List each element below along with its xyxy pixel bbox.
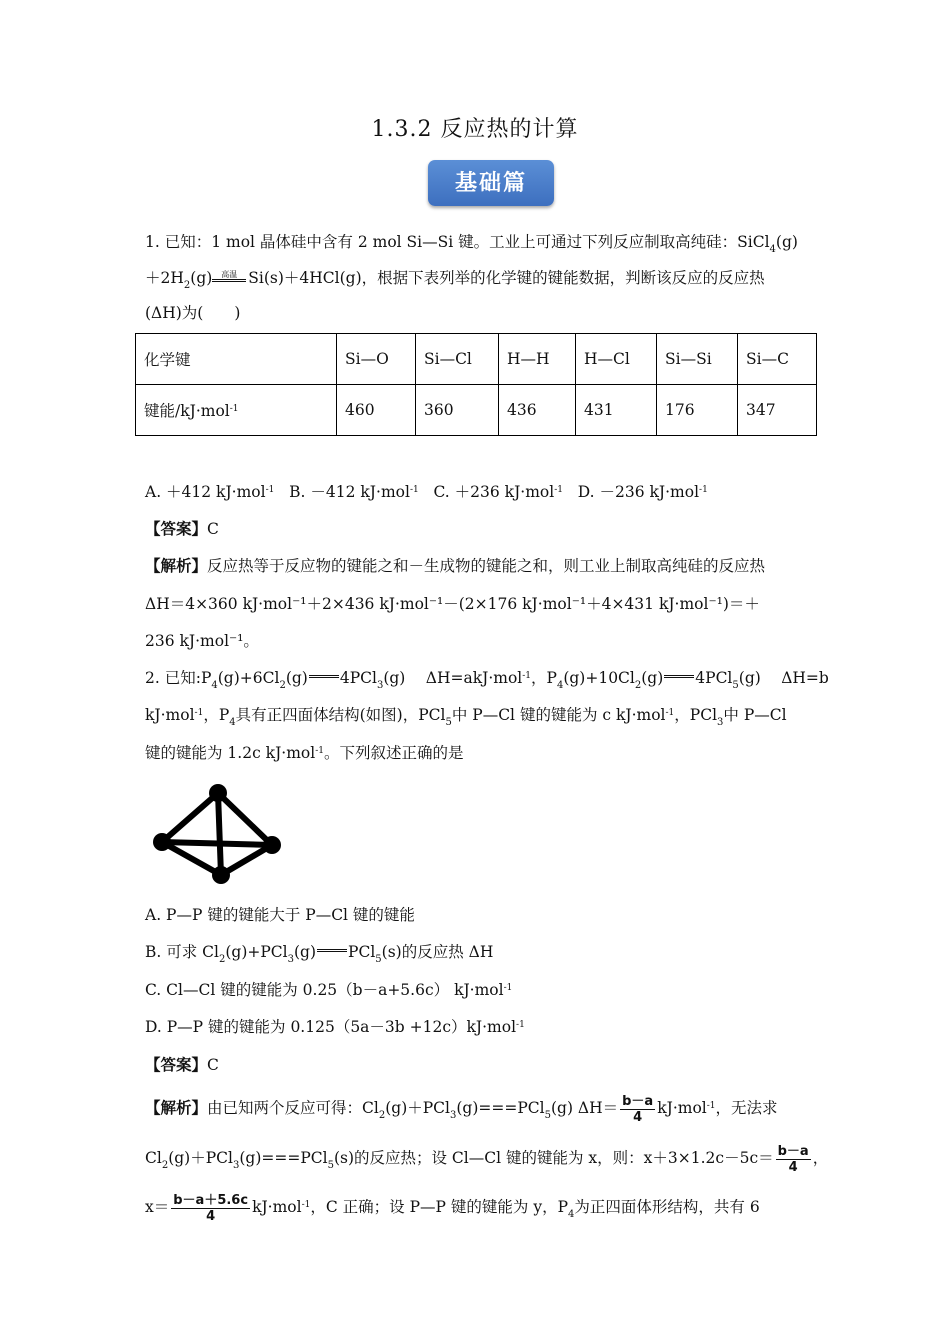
q2-analysis-2: $Cl_2(g)+PCl_3(g)===PCl_5(s)$的反应热；设 Cl—Cl 键的键能为 x，则：x＋3×1.2c－5c＝ $\frac{b-a}{4}$ ， bbox=[145, 1143, 829, 1175]
q1-line-1: 1. 已知：1 mol 晶体硅中含有 2 mol Si—Si 键。工业上可通过下列反应制取高纯硅：SiCl$_4$(g) bbox=[145, 233, 798, 255]
q1-analysis-1: 【解析】反应热等于反应物的键能之和－生成物的键能之和，则工业上制取高纯硅的反应热 bbox=[145, 556, 766, 575]
reaction-condition: 高温 bbox=[212, 271, 246, 282]
q2-option-b: B. 可求 $Cl_2(g)+PCl_3(g)$ PCl$_5$(s)的反应热 ΔH bbox=[145, 943, 494, 965]
q1-line-2: $+2H_2(g)$ 高温 Si(s)＋4HCl(g)，根据下表列举的化学键的键能数据，判断该反应的反应热 bbox=[145, 269, 765, 291]
q2-analysis-3: x＝ $\frac{b-a+5.6c}{4}$ kJ·mol$^{-1}$，C 正确；设 P—P 键的键能为 y，$P_4$为正四面体形结构，共有 6 bbox=[145, 1192, 760, 1224]
option-b: B. －412 kJ·mol$^{-1}$ bbox=[289, 483, 419, 501]
q2-option-d: D. P—P 键的键能为 0.125（5a－3b +12c）kJ·mol$^{-1}$ bbox=[145, 1018, 525, 1036]
table-header-cell: H—Cl bbox=[576, 334, 657, 385]
q2-analysis-1: 【解析】由已知两个反应可得：$Cl_2(g)+PCl_3(g)===PCl_5(g)$ ΔH＝ $\frac{b-a}{4}$ kJ·mol$^{-1}$，无法求 bbox=[145, 1093, 778, 1125]
q1-options bbox=[145, 482, 708, 505]
table-cell: 431 bbox=[576, 385, 657, 436]
q2-line-1: 2. 已知$:P_4(g)+6Cl_2(g)$ 4PCl$_3$(g) ΔH=akJ·mol$^{-1}$，$P_4(g)+10Cl_2(g)$ 4PCl$_5$(g) ΔH=b bbox=[145, 669, 829, 691]
table-header-cell: 化学键 bbox=[136, 334, 337, 385]
table-cell: 176 bbox=[657, 385, 738, 436]
equals-sign bbox=[317, 949, 347, 952]
atom-dot bbox=[263, 836, 281, 854]
table-cell: 460 bbox=[337, 385, 416, 436]
atom-dot bbox=[212, 866, 230, 884]
table-header-cell: H—H bbox=[499, 334, 576, 385]
q1-line-3: (ΔH)为( ) bbox=[145, 304, 241, 322]
q2-line-2: kJ·mol$^{-1}$，$P_4$具有正四面体结构(如图)，PCl$_5$中 P—Cl 键的键能为 c kJ·mol$^{-1}$，PCl$_3$中 P—Cl bbox=[145, 706, 787, 728]
q2-answer: 【答案】C bbox=[145, 1055, 219, 1074]
p4-tetrahedron-diagram bbox=[148, 775, 288, 890]
table-row-label: 键能/kJ·mol$^{-1}$ bbox=[136, 385, 337, 436]
table-header-cell: Si—O bbox=[337, 334, 416, 385]
option-a: A. ＋412 kJ·mol$^{-1}$ bbox=[145, 483, 275, 501]
q1-analysis-3: 236 kJ·mol⁻¹。 bbox=[145, 632, 259, 650]
fraction: $\frac{b-a}{4}$ bbox=[777, 1143, 809, 1175]
table-header-cell: Si—Cl bbox=[416, 334, 499, 385]
table-header-cell: Si—C bbox=[738, 334, 817, 385]
table-cell: 347 bbox=[738, 385, 817, 436]
q2-line-3: 键的键能为 1.2c kJ·mol$^{-1}$。下列叙述正确的是 bbox=[145, 744, 464, 762]
page-title: 1.3.2 反应热的计算 bbox=[371, 117, 579, 142]
table-row bbox=[136, 385, 817, 436]
q1-analysis-2: ΔH＝4×360 kJ·mol⁻¹＋2×436 kJ·mol⁻¹－(2×176 kJ·mol⁻¹＋4×431 kJ·mol⁻¹)＝＋ bbox=[145, 595, 760, 613]
section-badge: 基础篇 bbox=[428, 160, 554, 206]
q1-answer: 【答案】C bbox=[145, 519, 219, 538]
fraction: $\frac{b-a+5.6c}{4}$ bbox=[173, 1192, 249, 1224]
q2-option-a: A. P—P 键的键能大于 P—Cl 键的键能 bbox=[145, 906, 415, 924]
table-cell: 436 bbox=[499, 385, 576, 436]
option-d: D. －236 kJ·mol$^{-1}$ bbox=[577, 483, 708, 501]
bond-energy-table bbox=[135, 333, 817, 436]
fraction: $\frac{b-a}{4}$ bbox=[622, 1093, 654, 1125]
q2-option-c: C. Cl—Cl 键的键能为 0.25（b－a+5.6c） kJ·mol$^{-1}$ bbox=[145, 981, 513, 999]
table-cell: 360 bbox=[416, 385, 499, 436]
table-header-row bbox=[136, 334, 817, 385]
equals-sign bbox=[309, 675, 339, 678]
atom-dot bbox=[153, 833, 171, 851]
atom-dot bbox=[209, 784, 227, 802]
option-c: C. ＋236 kJ·mol$^{-1}$ bbox=[433, 483, 563, 501]
table-header-cell: Si—Si bbox=[657, 334, 738, 385]
equals-sign bbox=[664, 675, 694, 678]
